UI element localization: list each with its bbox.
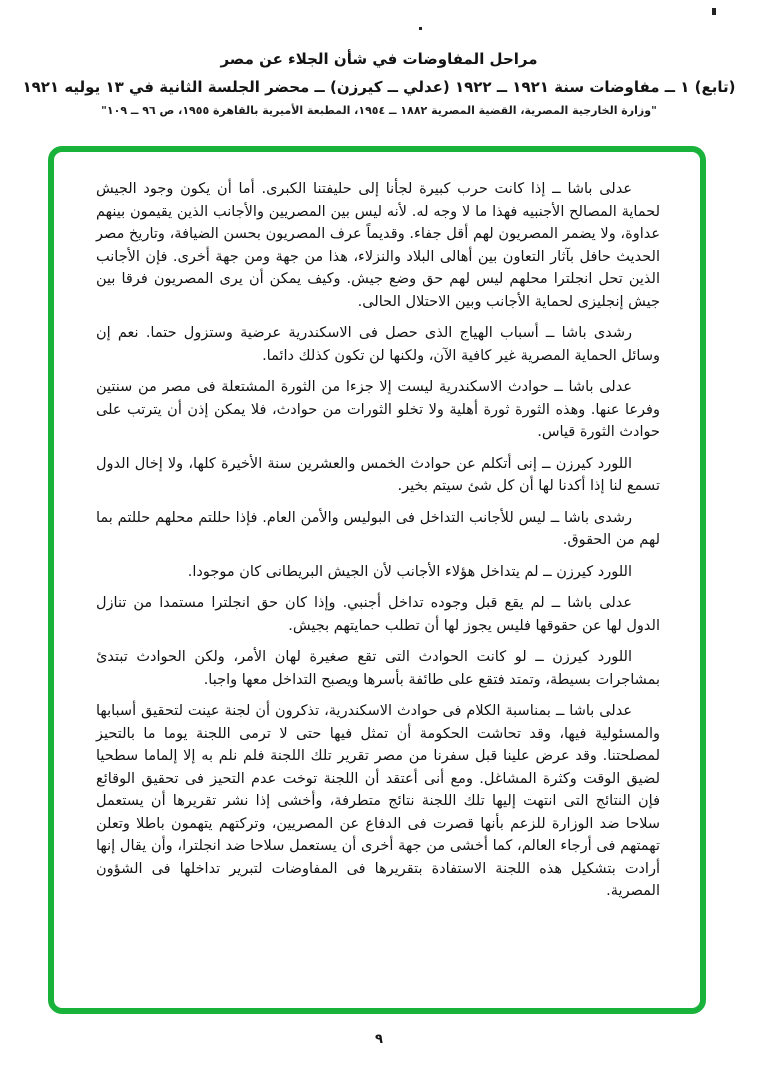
body-paragraph: عدلى باشا ــ إذا كانت حرب كبيرة لجأنا إلى حليفتنا الكبرى. أما أن يكون وجود الجيش لحماية المصالح الأجنبيه فهذا ما لا وجه له. لأنه ليس بين المصريين والأجانب الذين يقيمون بينهم عداوة، ولا يضمر المصريون لهم أقل جفاء. وقديماً عرف المصريون بحسن الضيافة، وتاريخ مصر الحديث حافل بآثار التعاون بين أهالى البلاد والنزلاء، هذا من جهة ومن جهة أخرى. فإن الأجانب الذين تحل انجلترا محلهم ليس لهم حق وضع جيش. وكيف يمكن أن يرى المصريون فرقا بين جيش إنجليزى لحماية الأجانب وبين الاحتلال الحالى. — [96, 181, 660, 310]
body-paragraph: عدلى باشا ــ لم يقع قبل وجوده تداخل أجنبي. وإذا كان حق انجلترا مستمدا من تنازل الدول لها عن حقوقها فليس يجوز لها أن تطلب حمايتهم بجيش. — [96, 595, 660, 634]
page-header — [0, 48, 758, 120]
body-paragraph: اللورد كيرزن ــ لم يتداخل هؤلاء الأجانب لأن الجيش البريطانى كان موجودا. — [187, 563, 632, 580]
scan-artifact — [419, 27, 422, 30]
document-subtitle: (تابع) ١ ــ مفاوضات سنة ١٩٢١ ــ ١٩٢٢ (عدلي ــ كيرزن) ــ محضر الجلسة الثانية في ١٣ يوليه ١٩٢١ — [22, 78, 736, 96]
body-paragraph: عدلى باشا ــ بمناسبة الكلام فى حوادث الاسكندرية، تذكرون أن لجنة عينت لتحقيق أسبابها والمسئولية فيها، وقد تحاشت الحكومة أن تمثل فيها حتى لا ترمى اللجنة يوما ما بالتحيز لمصلحتنا. وقد عرض علينا قبل سفرنا من مصر تقرير تلك اللجنة فلم نلم به إلا إلماما سطحيا لضيق الوقت وكثرة المشاغل. ومع أنى أعتقد أن اللجنة توخت عدم التحيز فى تحقيق الوقائع فإن النتائج التى انتهت إليها تلك اللجنة نتائج متطرفة، وأخشى إذا نشر تقريرها أن يستعمل سلاحا ضد الوزارة للزعم بأنها قصرت فى الدفاع عن المصريين، وتركتهم يتهمون باطلا وتعلن تهمتهم فى أرجاء العالم، كما أخشى من جهة أخرى أن يستعمل سلاحا ضد انجلترا، وأن يقال إنها أرادت بتشكيل هذه اللجنة الاستفادة بتقريرها فى المفاوضات لتبرير تداخلها فى الشؤون المصرية. — [96, 703, 660, 899]
page-number: ٩ — [375, 1032, 383, 1047]
body-paragraph: عدلى باشا ــ حوادث الاسكندرية ليست إلا جزءا من الثورة المشتعلة فى مصر من سنتين وفرعا عنها. وهذه الثورة ثورة أهلية ولا تخلو الثورات من حوادث، فلا يمكن إذن أن يترتب على حوادث الثورة قياس. — [96, 379, 660, 440]
document-title: مراحل المفاوضات في شأن الجلاء عن مصر — [220, 50, 538, 68]
body-paragraph: اللورد كيرزن ــ لو كانت الحوادث التى تقع صغيرة لهان الأمر، ولكن الحوادث تبتدئ بمشاجرات بسيطة، وتمتد فتقع على طائفة بأسرها ويصبح التداخل معها واجبا. — [96, 649, 660, 688]
document-body — [96, 178, 660, 912]
scan-artifact — [712, 8, 716, 15]
source-citation: "وزارة الخارجية المصرية، القضية المصرية ١٨٨٢ ــ ١٩٥٤، المطبعة الأميرية بالقاهرة ١٩٥٥، ص ٩٦ ــ ١٠٩" — [101, 104, 657, 117]
body-paragraph: رشدى باشا ــ أسباب الهياج الذى حصل فى الاسكندرية عرضية وستزول حتما. نعم إن وسائل الحماية المصرية غير كافية الآن، ولكنها لن تكون كذلك دائما. — [96, 325, 660, 364]
body-paragraph: رشدى باشا ــ ليس للأجانب التداخل فى البوليس والأمن العام. فإذا حللتم محلهم حللتم بما لهم من الحقوق. — [96, 509, 660, 548]
body-paragraph: اللورد كيرزن ــ إنى أتكلم عن حوادث الخمس والعشرين سنة الأخيرة كلها، ولا إخال الدول تسمع لنا إذا أكدنا لها أن كل شئ سيتم بخير. — [96, 455, 660, 494]
